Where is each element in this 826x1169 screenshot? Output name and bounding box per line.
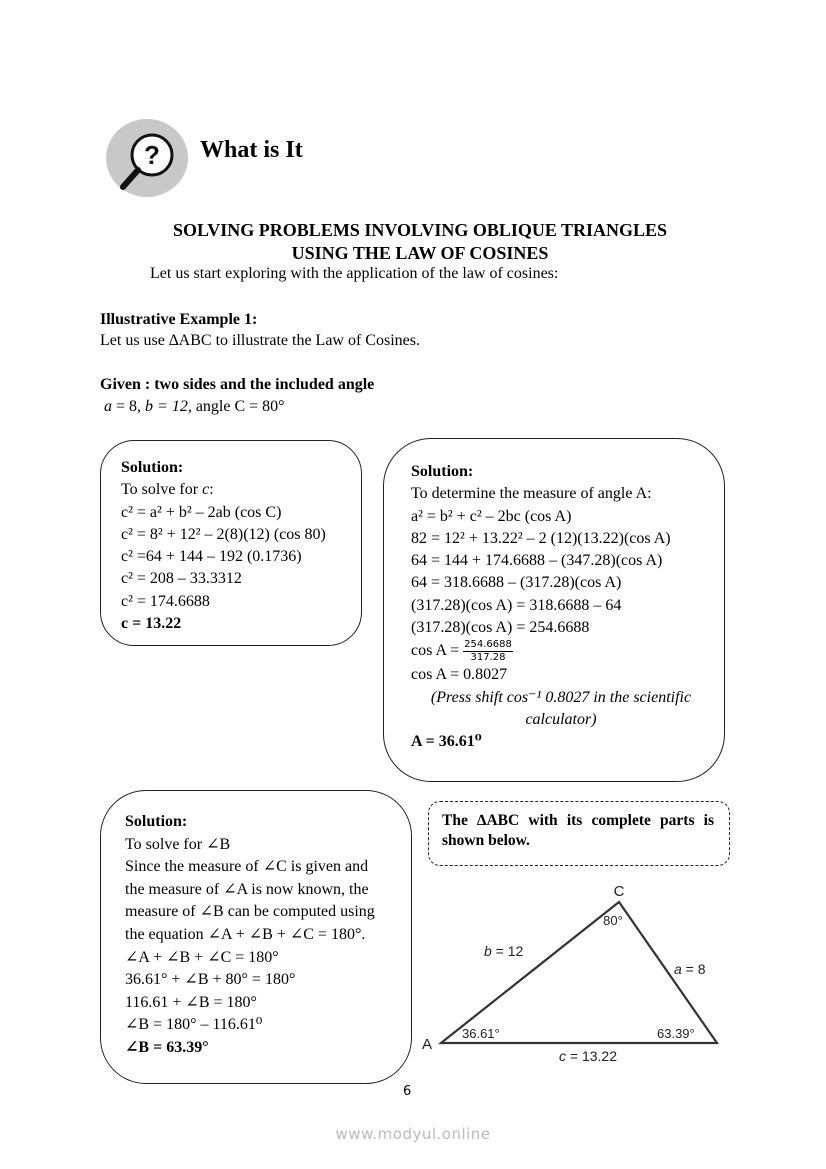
solution-b-box	[100, 790, 412, 1084]
vertex-c-label: C	[613, 883, 625, 900]
side-c-label: c = 13.22	[559, 1048, 617, 1064]
cos-fraction-line: cos A = $\frac{254.6688}{317.28}$	[411, 639, 512, 664]
example-heading: Illustrative Example 1:	[100, 311, 258, 328]
solution-line: c² = 208 – 33.3312	[121, 570, 242, 588]
solution-c-box	[100, 440, 362, 646]
solution-line: 36.61° + ∠B + 80° = 180°	[125, 971, 296, 989]
solution-line: (317.28)(cos A) = 254.6688	[411, 619, 590, 637]
solution-line: To determine the measure of angle A:	[411, 485, 652, 503]
solution-line: c² = a² + b² – 2ab (cos C)	[121, 503, 282, 521]
solution-line: Since the measure of ∠C is given and	[125, 858, 369, 876]
solution-line: 64 = 318.6688 – (317.28)(cos A)	[411, 574, 622, 592]
solution-result: c = 13.22	[121, 615, 182, 633]
svg-text:?: ?	[144, 140, 160, 170]
solution-line: To solve for ∠B	[125, 835, 231, 853]
solution-line: (317.28)(cos A) = 318.6688 – 64	[411, 596, 622, 614]
solution-line: To solve for c:	[121, 481, 214, 499]
given-b-var: b	[145, 398, 154, 415]
magnifier-question-icon	[106, 119, 188, 197]
given-a-var: a	[104, 398, 112, 415]
solution-line: the measure of ∠A is now known, the	[125, 880, 369, 898]
solution-line: 116.61 + ∠B = 180°	[125, 993, 257, 1011]
example-description: Let us use ∆ABC to illustrate the Law of Cosines.	[100, 332, 420, 349]
vertex-a-label: A	[421, 1036, 433, 1053]
cos-result: cos A = 0.8027	[411, 666, 508, 684]
given-values	[104, 398, 285, 416]
solution-line: the equation ∠A + ∠B + ∠C = 180°.	[125, 925, 366, 943]
fraction	[463, 639, 513, 664]
given-angle: angle C = 80°	[191, 398, 285, 415]
page-number: 6	[403, 1084, 412, 1099]
triangle-diagram	[414, 876, 734, 1071]
watermark: www.modyul.online	[335, 1125, 491, 1143]
solution-line: ∠B = 180° – 116.61⁰	[125, 1016, 263, 1034]
fraction-denominator: 317.28	[470, 652, 506, 664]
section-heading: What is It	[200, 137, 303, 163]
angle-a-label: 36.61°	[462, 1026, 500, 1041]
given-a-value: = 8,	[112, 398, 146, 415]
main-title-line-2: USING THE LAW OF COSINES	[291, 243, 549, 263]
given-b-value: = 12,	[153, 398, 192, 415]
solution-heading: Solution:	[125, 813, 188, 830]
solution-result: ∠B = 63.39°	[125, 1038, 209, 1056]
side-a-label: a = 8	[674, 961, 706, 977]
given-heading: Given : two sides and the included angle	[100, 376, 375, 393]
solution-line: ∠A + ∠B + ∠C = 180°	[125, 948, 279, 966]
intro-text: Let us start exploring with the application of the law of cosines:	[150, 265, 559, 282]
solution-line: a² = b² + c² – 2bc (cos A)	[411, 507, 572, 525]
solution-line: 82 = 12² + 13.22² – 2 (12)(13.22)(cos A)	[411, 529, 671, 547]
solution-line: c² = 174.6688	[121, 592, 210, 610]
callout-box	[428, 801, 730, 866]
solution-heading: Solution:	[121, 459, 184, 476]
solution-line: c² = 8² + 12² – 2(8)(12) (cos 80)	[121, 525, 326, 543]
calculator-note: (Press shift cos⁻¹ 0.8027 in the scientific calculator)	[430, 688, 692, 728]
callout-text: The ∆ABC with its complete parts is shown below.	[442, 812, 714, 849]
solution-heading: Solution:	[411, 463, 474, 480]
solution-line: 64 = 144 + 174.6688 – (347.28)(cos A)	[411, 552, 663, 570]
angle-c-label: 80°	[603, 913, 623, 928]
fraction-numerator: 254.6688	[464, 639, 512, 651]
solution-a-box	[383, 438, 725, 782]
solution-line: c² =64 + 144 – 192 (0.1736)	[121, 548, 302, 566]
solution-result: A = 36.61⁰	[411, 733, 482, 751]
angle-b-label: 63.39°	[657, 1026, 695, 1041]
main-title-line-1: SOLVING PROBLEMS INVOLVING OBLIQUE TRIANGLES	[172, 220, 668, 240]
side-b-label: b = 12	[484, 943, 524, 959]
solution-line: measure of ∠B can be computed using	[125, 903, 375, 921]
